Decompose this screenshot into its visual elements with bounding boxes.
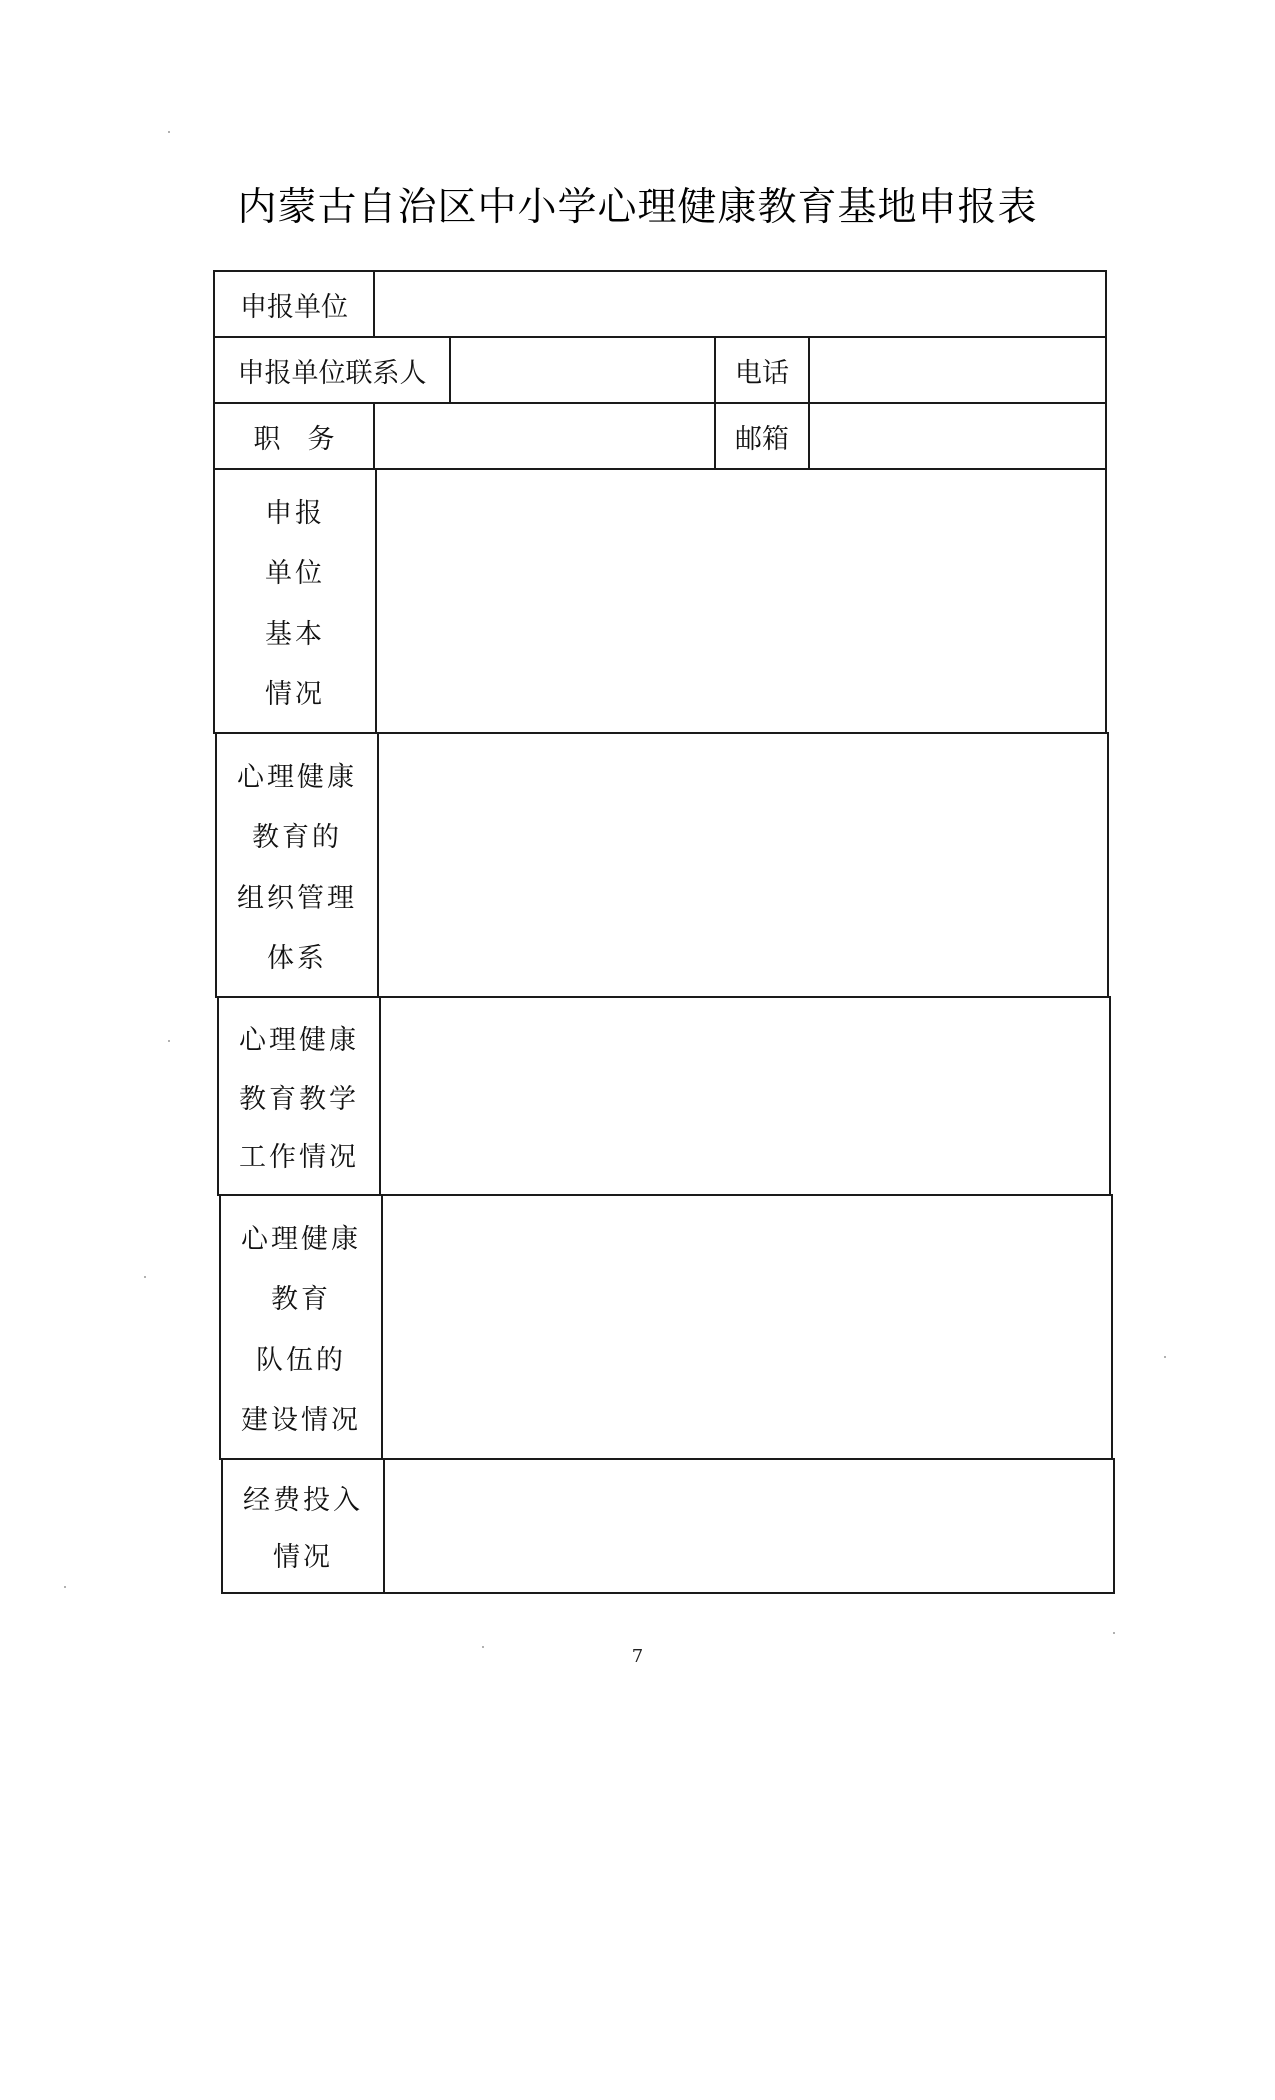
position-label: 职 务 <box>253 423 335 455</box>
scan-speck <box>168 131 170 133</box>
position-field[interactable] <box>373 402 716 470</box>
team-line: 队伍的 <box>256 1344 346 1376</box>
team-line: 教育 <box>271 1284 331 1316</box>
form-title: 内蒙古自治区中小学心理健康教育基地申报表 <box>237 185 1038 230</box>
org-system-label-cell <box>215 732 379 998</box>
teaching-line: 工作情况 <box>239 1142 359 1174</box>
funding-line: 情况 <box>273 1542 333 1573</box>
basic-info-line: 基本 <box>265 618 325 650</box>
basic-info-line: 情况 <box>265 678 325 710</box>
scan-speck <box>482 1646 484 1648</box>
email-label: 邮箱 <box>735 423 789 455</box>
basic-info-line: 单位 <box>265 558 325 590</box>
org-system-line: 体系 <box>267 942 327 974</box>
teaching-line: 教育教学 <box>239 1083 359 1115</box>
phone-label: 电话 <box>735 357 789 389</box>
scan-speck <box>64 1586 66 1588</box>
scan-speck <box>144 1276 146 1278</box>
email-label-cell <box>714 402 810 470</box>
unit-label: 申报单位 <box>240 291 348 323</box>
org-system-line: 心理健康 <box>237 762 357 794</box>
funding-line: 经费投入 <box>243 1485 363 1516</box>
scan-speck <box>1164 1356 1166 1358</box>
scan-speck <box>1113 1632 1115 1634</box>
basic-info-line: 申报 <box>265 498 325 530</box>
team-line: 建设情况 <box>241 1404 361 1436</box>
scan-speck <box>168 1040 170 1042</box>
team-line: 心理健康 <box>241 1224 361 1256</box>
teaching-field[interactable] <box>379 996 1111 1196</box>
team-field[interactable] <box>381 1194 1113 1460</box>
org-system-line: 组织管理 <box>237 882 357 914</box>
position-label-cell <box>213 402 375 470</box>
funding-label-cell <box>221 1458 385 1594</box>
phone-label-cell <box>714 336 810 404</box>
org-system-line: 教育的 <box>252 822 342 854</box>
contact-field[interactable] <box>449 336 716 404</box>
unit-field[interactable] <box>373 270 1107 338</box>
basic-info-label-cell <box>213 468 377 734</box>
teaching-label-cell <box>217 996 381 1196</box>
funding-field[interactable] <box>383 1458 1115 1594</box>
teaching-line: 心理健康 <box>239 1024 359 1056</box>
contact-label: 申报单位联系人 <box>237 357 427 389</box>
unit-label-cell <box>213 270 375 338</box>
team-label-cell <box>219 1194 383 1460</box>
email-field[interactable] <box>808 402 1107 470</box>
page-number: 7 <box>631 1646 644 1667</box>
phone-field[interactable] <box>808 336 1107 404</box>
org-system-field[interactable] <box>377 732 1109 998</box>
basic-info-field[interactable] <box>375 468 1107 734</box>
contact-label-cell <box>213 336 451 404</box>
